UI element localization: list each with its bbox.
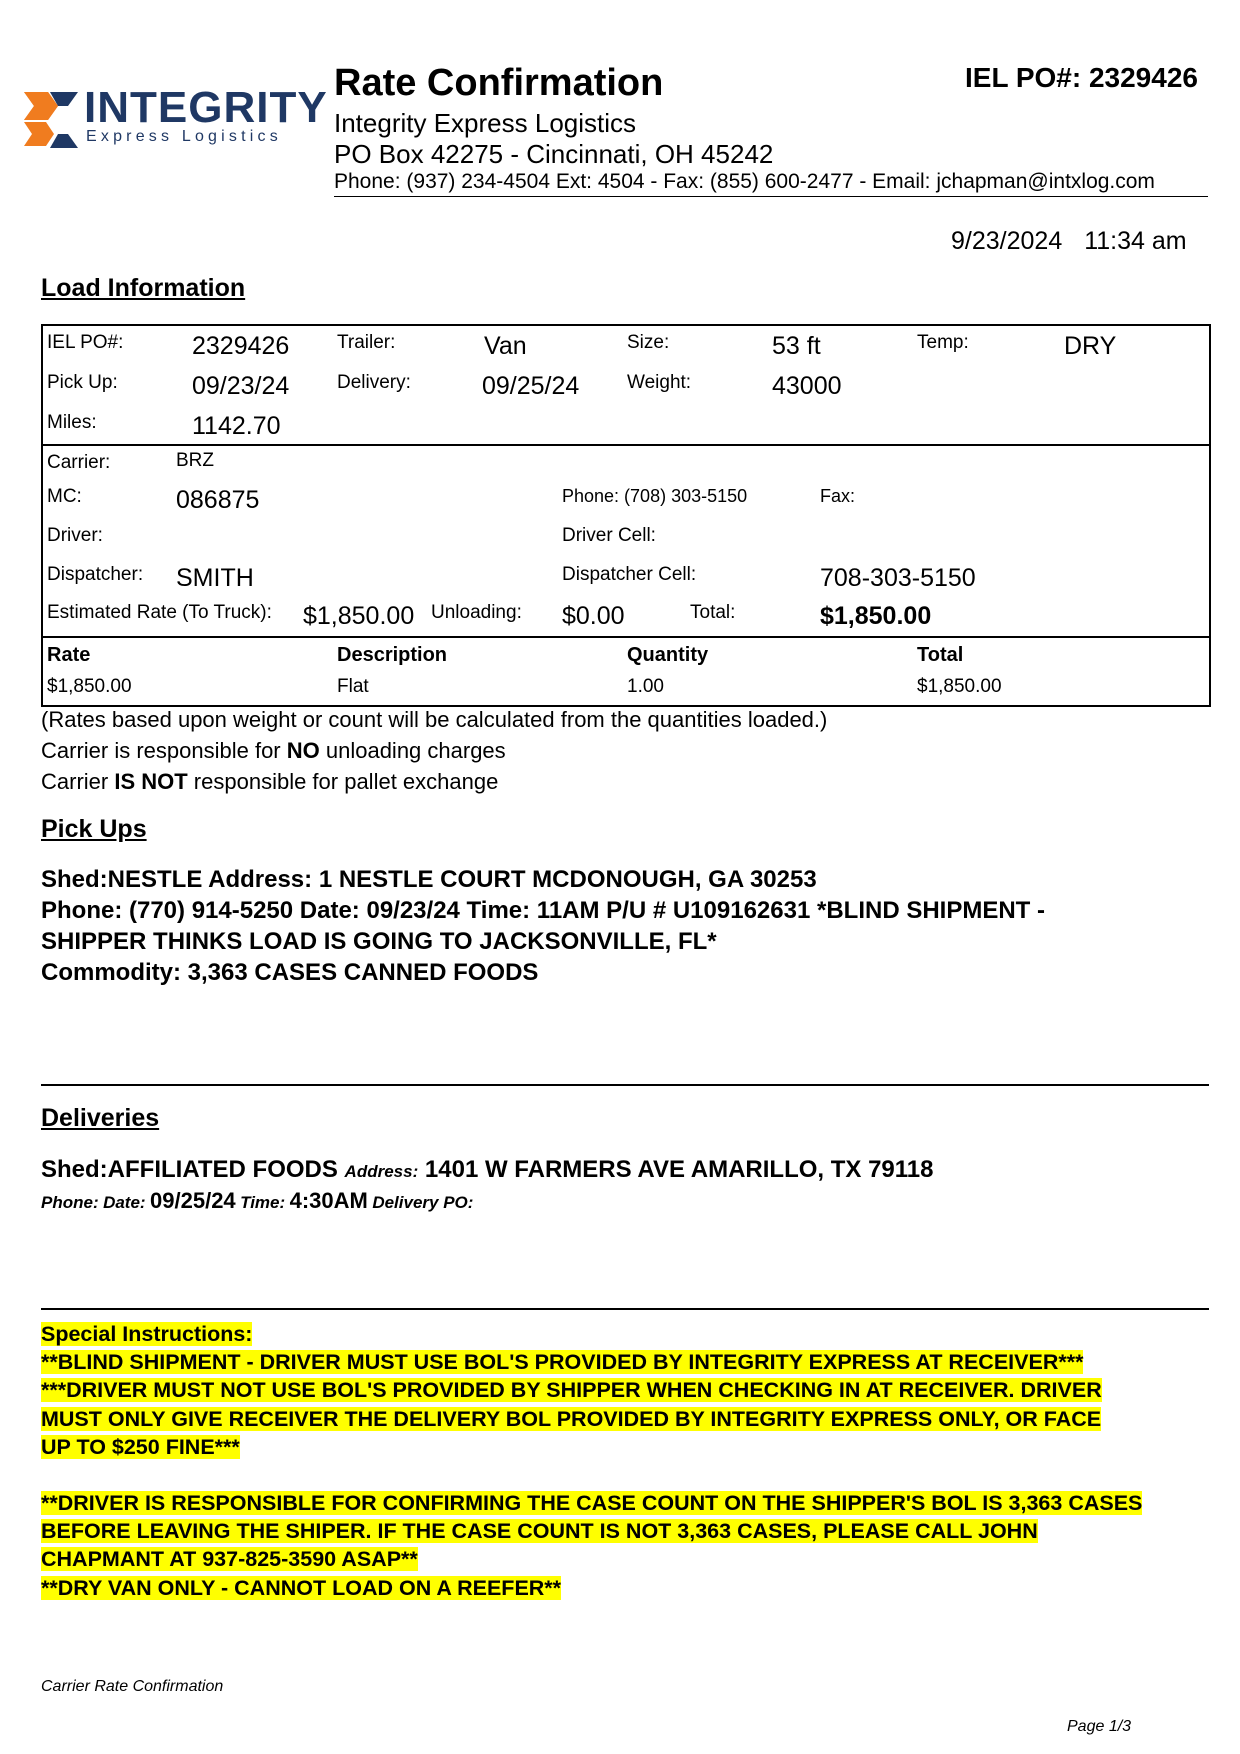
footer-doc-name: Carrier Rate Confirmation (41, 1678, 224, 1695)
divider-rate-table (43, 636, 1209, 638)
total-label: Total: (690, 602, 736, 623)
weight-value: 43000 (772, 372, 842, 400)
unloading-label: Unloading: (431, 602, 522, 623)
trailer-value: Van (484, 332, 527, 360)
weight-label: Weight: (627, 372, 692, 393)
pickup-label: Pick Up: (47, 372, 118, 393)
special-line-2: ***DRIVER MUST NOT USE BOL'S PROVIDED BY SHIPPER WHEN CHECKING IN AT RECEIVER. DRIVER (41, 1378, 1102, 1403)
mc-label: MC: (47, 486, 82, 507)
delivery-time: 4:30AM (289, 1188, 368, 1213)
special-line-4: UP TO $250 FINE*** (41, 1434, 240, 1459)
dispatcher-value: SMITH (176, 564, 254, 592)
po-number-header: IEL PO#: 2329426 (965, 62, 1198, 93)
delivery-time-label: Time: (240, 1193, 286, 1212)
special-line-6: BEFORE LEAVING THE SHIPER. IF THE CASE COUNT IS NOT 3,363 CASES, PLEASE CALL JOHN (41, 1519, 1038, 1544)
print-time: 11:34 am (1084, 227, 1187, 255)
total-value: $1,850.00 (820, 602, 932, 630)
size-value: 53 ft (772, 332, 821, 360)
temp-value: DRY (1064, 332, 1117, 360)
driver-label: Driver: (47, 525, 103, 546)
logo-tagline: Express Logistics (86, 128, 282, 145)
delivery-line-1 (41, 1156, 933, 1184)
driver-cell-label: Driver Cell: (562, 525, 656, 546)
rate-cell: $1,850.00 (47, 676, 132, 697)
carrier-phone: Phone: (708) 303-5150 (562, 486, 748, 506)
unloading-note-bold: NO (286, 738, 320, 763)
pickup-value: 09/23/24 (192, 372, 290, 400)
unloading-value: $0.00 (562, 602, 625, 630)
pallet-note (41, 769, 498, 795)
quantity-cell: 1.00 (627, 676, 664, 697)
delivery-address: 1401 W FARMERS AVE AMARILLO, TX 79118 (424, 1156, 934, 1183)
company-name: Integrity Express Logistics (334, 108, 637, 138)
print-datetime (951, 227, 1187, 256)
pallet-note-post: responsible for pallet exchange (187, 769, 499, 794)
special-instructions (41, 1320, 1216, 1602)
total-cell: $1,850.00 (917, 676, 1002, 697)
delivery-line-2 (41, 1188, 473, 1214)
description-col-header: Description (337, 644, 448, 666)
dispatcher-cell-label: Dispatcher Cell: (562, 564, 697, 585)
carrier-label: Carrier: (47, 452, 111, 473)
company-address: PO Box 42275 - Cincinnati, OH 45242 (334, 139, 774, 169)
special-line-7: CHAPMANT AT 937-825-3590 ASAP** (41, 1547, 418, 1572)
load-info-heading: Load Information (41, 274, 246, 302)
page-title: Rate Confirmation (334, 62, 664, 104)
rates-note: (Rates based upon weight or count will be calculated from the quantities loaded.) (41, 707, 828, 732)
dispatcher-label: Dispatcher: (47, 564, 144, 585)
pickup-line-2: Phone: (770) 914-5250 Date: 09/23/24 Time: 11AM P/U # U109162631 *BLIND SHIPMENT - (41, 897, 1045, 924)
page-number: Page 1/3 (1067, 1718, 1132, 1735)
pallet-note-pre: Carrier (41, 769, 115, 794)
load-info-box (41, 324, 1211, 707)
po-value: 2329426 (192, 332, 290, 360)
unloading-note (41, 738, 506, 764)
size-label: Size: (627, 332, 670, 353)
delivery-label: Delivery: (337, 372, 411, 393)
total-col-header: Total (917, 644, 964, 666)
trailer-label: Trailer: (337, 332, 396, 353)
special-line-5: **DRIVER IS RESPONSIBLE FOR CONFIRMING THE CASE COUNT ON THE SHIPPER'S BOL IS 3,363 CASES (41, 1491, 1143, 1516)
delivery-phone-label: Phone: (41, 1193, 99, 1212)
pickup-line-3: SHIPPER THINKS LOAD IS GOING TO JACKSONVILLE, FL* (41, 928, 717, 955)
mc-value: 086875 (176, 486, 260, 514)
delivery-value: 09/25/24 (482, 372, 580, 400)
dispatcher-cell-value: 708-303-5150 (820, 564, 976, 592)
special-line-1: **BLIND SHIPMENT - DRIVER MUST USE BOL'S PROVIDED BY INTEGRITY EXPRESS AT RECEIVER*** (41, 1350, 1084, 1375)
carrier-value: BRZ (176, 450, 214, 471)
divider-deliveries (41, 1084, 1209, 1086)
delivery-date: 09/25/24 (150, 1188, 236, 1213)
est-rate-value: $1,850.00 (303, 602, 415, 630)
company-logo (24, 83, 328, 148)
logo-wordmark: INTEGRITY (84, 83, 328, 132)
divider-special (41, 1308, 1209, 1310)
delivery-address-label: Address: (344, 1162, 419, 1181)
special-line-3: MUST ONLY GIVE RECEIVER THE DELIVERY BOL PROVIDED BY INTEGRITY EXPRESS ONLY, OR FACE (41, 1406, 1102, 1431)
unloading-note-post: unloading charges (319, 738, 506, 763)
header-divider (334, 196, 1208, 197)
fax-label: Fax: (820, 486, 856, 506)
pickup-commodity: Commodity: 3,363 CASES CANNED FOODS (41, 959, 539, 986)
delivery-po-label: Delivery PO: (372, 1193, 474, 1212)
company-contact: Phone: (937) 234-4504 Ext: 4504 - Fax: (855) 600-2477 - Email: jchapman@intxlog.com (334, 170, 1155, 193)
special-line-8: **DRY VAN ONLY - CANNOT LOAD ON A REEFER** (41, 1575, 562, 1600)
delivery-shed: Shed:AFFILIATED FOODS (41, 1156, 338, 1183)
divider-carrier (43, 444, 1209, 446)
est-rate-label: Estimated Rate (To Truck): (47, 602, 272, 623)
deliveries-heading: Deliveries (41, 1104, 160, 1132)
rate-col-header: Rate (47, 644, 91, 666)
po-label: IEL PO#: (47, 332, 124, 353)
print-date: 9/23/2024 (951, 227, 1063, 255)
temp-label: Temp: (917, 332, 969, 353)
miles-value: 1142.70 (192, 412, 281, 440)
pickups-heading: Pick Ups (41, 815, 147, 843)
pickup-line-1: Shed:NESTLE Address: 1 NESTLE COURT MCDONOUGH, GA 30253 (41, 866, 817, 893)
unloading-note-pre: Carrier is responsible for (41, 738, 287, 763)
delivery-date-label: Date: (103, 1193, 146, 1212)
pallet-note-bold: IS NOT (114, 769, 188, 794)
integrity-x-icon (24, 92, 84, 148)
special-heading: Special Instructions: (41, 1322, 253, 1346)
description-cell: Flat (337, 676, 369, 697)
quantity-col-header: Quantity (627, 644, 709, 666)
miles-label: Miles: (47, 412, 97, 433)
